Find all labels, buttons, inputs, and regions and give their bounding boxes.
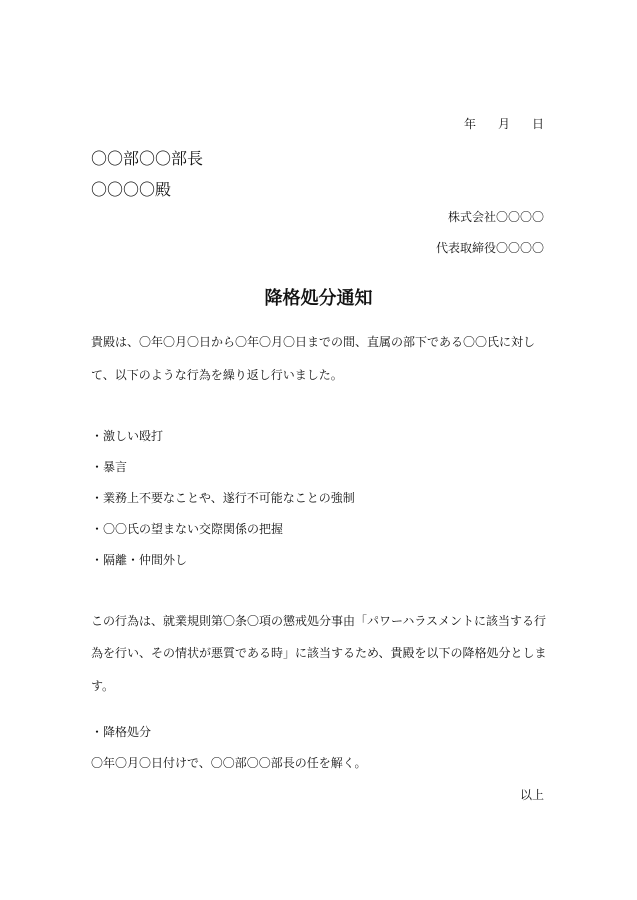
reason-line-2: 為を行い、その情状が悪質である時」に該当するため、貴殿を以下の降格処分としま: [91, 646, 547, 660]
disposition-heading: ・降格処分: [91, 725, 152, 739]
disposition-detail: 〇年〇月〇日付けで、〇〇部〇〇部長の任を解く。: [91, 756, 367, 770]
date-day: 日: [531, 117, 544, 131]
date-month: 月: [497, 117, 510, 131]
date-line: [464, 115, 544, 132]
act-item: ・〇〇氏の望まない交際関係の把握: [91, 522, 284, 536]
intro-line-2: て、以下のような行為を繰り返し行いました。: [91, 368, 343, 382]
recipient-name: 〇〇〇〇殿: [91, 180, 172, 199]
act-item: ・暴言: [91, 460, 128, 474]
recipient-department: 〇〇部〇〇部長: [91, 149, 204, 168]
closing-text: 以上: [519, 788, 544, 802]
intro-line-1: 貴殿は、〇年〇月〇日から〇年〇月〇日までの間、直属の部下である〇〇氏に対し: [91, 335, 536, 349]
reason-line-3: す。: [91, 679, 115, 693]
act-item: ・激しい殴打: [91, 429, 164, 443]
document-title: 降格処分通知: [264, 288, 373, 309]
representative-name: 代表取締役〇〇〇〇: [435, 241, 544, 255]
date-year: 年: [463, 117, 476, 131]
reason-line-1: この行為は、就業規則第〇条〇項の懲戒処分事由「パワーハラスメントに該当する行: [91, 614, 547, 628]
company-name: 株式会社〇〇〇〇: [447, 210, 544, 224]
act-item: ・隔離・仲間外し: [91, 553, 188, 567]
act-item: ・業務上不要なことや、遂行不可能なことの強制: [91, 491, 355, 505]
